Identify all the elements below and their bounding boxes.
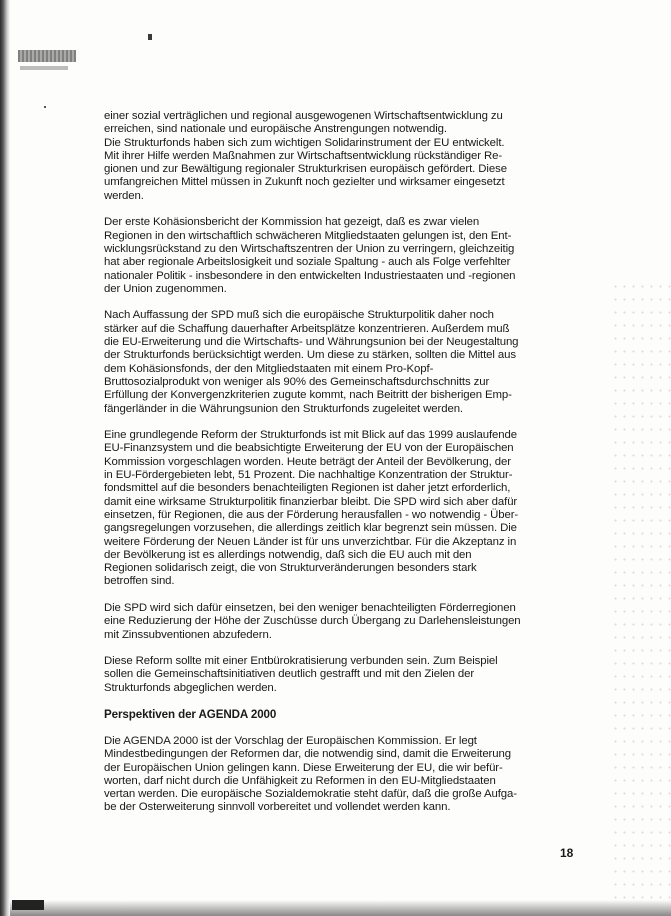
- text-line: hat aber regionale Arbeitslosigkeit und soziale Spaltung - auch als Folge verfehlter: [104, 256, 511, 269]
- paragraph-6: [104, 655, 532, 695]
- text-line: vertan werden. Die europäische Sozialdemokratie steht dafür, daß die große Aufga-: [104, 788, 517, 801]
- text-line: Regionen in den wirtschaftlich schwächeren Mitgliedstaaten gelungen ist, den Ent-: [104, 229, 512, 242]
- paragraph-2: [104, 216, 532, 296]
- text-line: wicklungsrückstand zu den Wirtschaftszentren der Union zu verringern, gleichzeitig: [104, 242, 515, 255]
- text-line: dem Kohäsionsfonds, der den Mitgliedstaaten mit einem Pro-Kopf-: [104, 362, 434, 375]
- text-line: Mindestbedingungen der Reformen dar, die notwendig sind, damit die Erweiterung: [104, 748, 511, 761]
- scan-artifact-blob: [12, 900, 44, 910]
- text-line: fängerländer in die Währungsunion den Strukturfonds zugeleitet werden.: [104, 402, 463, 415]
- text-line: be der Osterweiterung sinnvoll vorbereitet und vollendet werden kann.: [104, 801, 451, 814]
- text-line: Kommission vorgeschlagen worden. Heute beträgt der Anteil der Bevölkerung, der: [104, 455, 511, 468]
- text-line: betroffen sind.: [104, 575, 175, 588]
- paragraph-3: [104, 309, 532, 415]
- body-text: [104, 110, 532, 828]
- scan-artifact-bar: [18, 50, 76, 62]
- scan-speck: [148, 34, 152, 40]
- text-line: Diese Reform sollte mit einer Entbürokratisierung verbunden sein. Zum Beispiel: [104, 655, 498, 668]
- text-line: gionen und zur Bewältigung regionaler Strukturkrisen europäisch gefördert. Diese: [104, 163, 507, 176]
- text-line: Die Strukturfonds haben sich zum wichtigen Solidarinstrument der EU entwickelt.: [104, 136, 505, 149]
- scan-left-edge: [0, 0, 10, 916]
- scan-speck: [44, 106, 46, 108]
- text-line: Eine grundlegende Reform der Strukturfonds ist mit Blick auf das 1999 auslaufende: [104, 429, 517, 442]
- text-line: der Strukturfonds berücksichtigt werden. Um diese zu stärken, sollten die Mittel aus: [104, 349, 516, 362]
- text-line: werden.: [104, 189, 144, 202]
- text-line: Regionen solidarisch zeigt, die von Strukturveränderungen besonders stark: [104, 562, 477, 575]
- scan-noise: [611, 280, 671, 900]
- text-line: nationaler Politik - insbesondere in den entwickelten Industriestaaten und -regionen: [104, 269, 516, 282]
- paragraph-final: [104, 735, 532, 815]
- page-number: 18: [560, 846, 574, 860]
- paragraph-5: [104, 602, 532, 642]
- text-line: Erfüllung der Konvergenzkriterien zugute kommt, nach Beitritt der bisherigen Emp-: [104, 389, 512, 402]
- text-line: sollen die Gemeinschaftsinitiativen deutlich gestrafft und mit den Zielen der: [104, 668, 475, 681]
- text-line: Der erste Kohäsionsbericht der Kommission hat gezeigt, daß es zwar vielen: [104, 216, 480, 229]
- text-line: fondsmittel auf die besonders benachteiligten Regionen ist daher jetzt erforderlich,: [104, 482, 511, 495]
- section-heading: Perspektiven der AGENDA 2000: [104, 708, 277, 722]
- text-line: Nach Auffassung der SPD muß sich die europäische Strukturpolitik daher noch: [104, 309, 494, 322]
- text-line: mit Zinssubventionen abzufedern.: [104, 628, 272, 641]
- text-line: der Union zugenommen.: [104, 282, 227, 295]
- text-line: EU-Finanzsystem und die beabsichtigte Erweiterung der EU von der Europäischen: [104, 442, 514, 455]
- text-line: weitere Förderung der Neuen Länder ist für uns unverzichtbar. Für die Akzeptanz in: [104, 535, 517, 548]
- paragraph-1: [104, 110, 532, 203]
- text-line: gangsregelungen vorzusehen, die allerdings zeitlich klar begrenzt sein müssen. Die: [104, 522, 517, 535]
- text-line: eine Reduzierung der Höhe der Zuschüsse durch Übergang zu Darlehensleistungen: [104, 615, 521, 628]
- text-line: Die AGENDA 2000 ist der Vorschlag der Europäischen Kommission. Er legt: [104, 734, 477, 747]
- paragraph-4: [104, 429, 532, 589]
- text-line: umfangreichen Mittel müssen in Zukunft noch gezielter und wirksamer eingesetzt: [104, 176, 505, 189]
- text-line: Die SPD wird sich dafür einsetzen, bei den weniger benachteiligten Förderregionen: [104, 601, 516, 614]
- text-line: Mit ihrer Hilfe werden Maßnahmen zur Wirtschaftsentwicklung rückständiger Re-: [104, 149, 503, 162]
- text-line: der Bevölkerung ist es allerdings notwendig, daß sich die EU auch mit den: [104, 548, 472, 561]
- text-line: in EU-Fördergebieten lebt, 51 Prozent. Die nachhaltige Konzentration der Struktur-: [104, 469, 513, 482]
- text-line: Bruttosozialprodukt von weniger als 90% des Gemeinschaftsdurchschnitts zur: [104, 375, 490, 388]
- text-line: damit eine wirksame Strukturpolitik finanzierbar bleibt. Die SPD wird sich aber dafür: [104, 495, 518, 508]
- text-line: stärker auf die Schaffung dauerhafter Arbeitsplätze konzentrieren. Außerdem muß: [104, 322, 510, 335]
- text-line: der Europäischen Union gelingen kann. Diese Erweiterung der EU, die wir befür-: [104, 761, 503, 774]
- text-line: worten, darf nicht durch die Unfähigkeit zu Reformen in den EU-Mitgliedstaaten: [104, 774, 496, 787]
- scan-bottom-edge: [10, 900, 671, 916]
- text-line: einer sozial verträglichen und regional ausgewogenen Wirtschaftsentwicklung zu: [104, 110, 503, 122]
- text-line: die EU-Erweiterung und die Wirtschafts- und Währungsunion bei der Neugestaltung: [104, 336, 519, 349]
- text-line: einsetzen, für Regionen, die aus der Förderung herausfallen - wo notwendig - Über-: [104, 508, 519, 521]
- scan-artifact-line: [20, 66, 68, 70]
- text-line: Strukturfonds abgeglichen werden.: [104, 681, 277, 694]
- text-line: erreichen, sind nationale und europäische Anstrengungen notwendig.: [104, 123, 447, 136]
